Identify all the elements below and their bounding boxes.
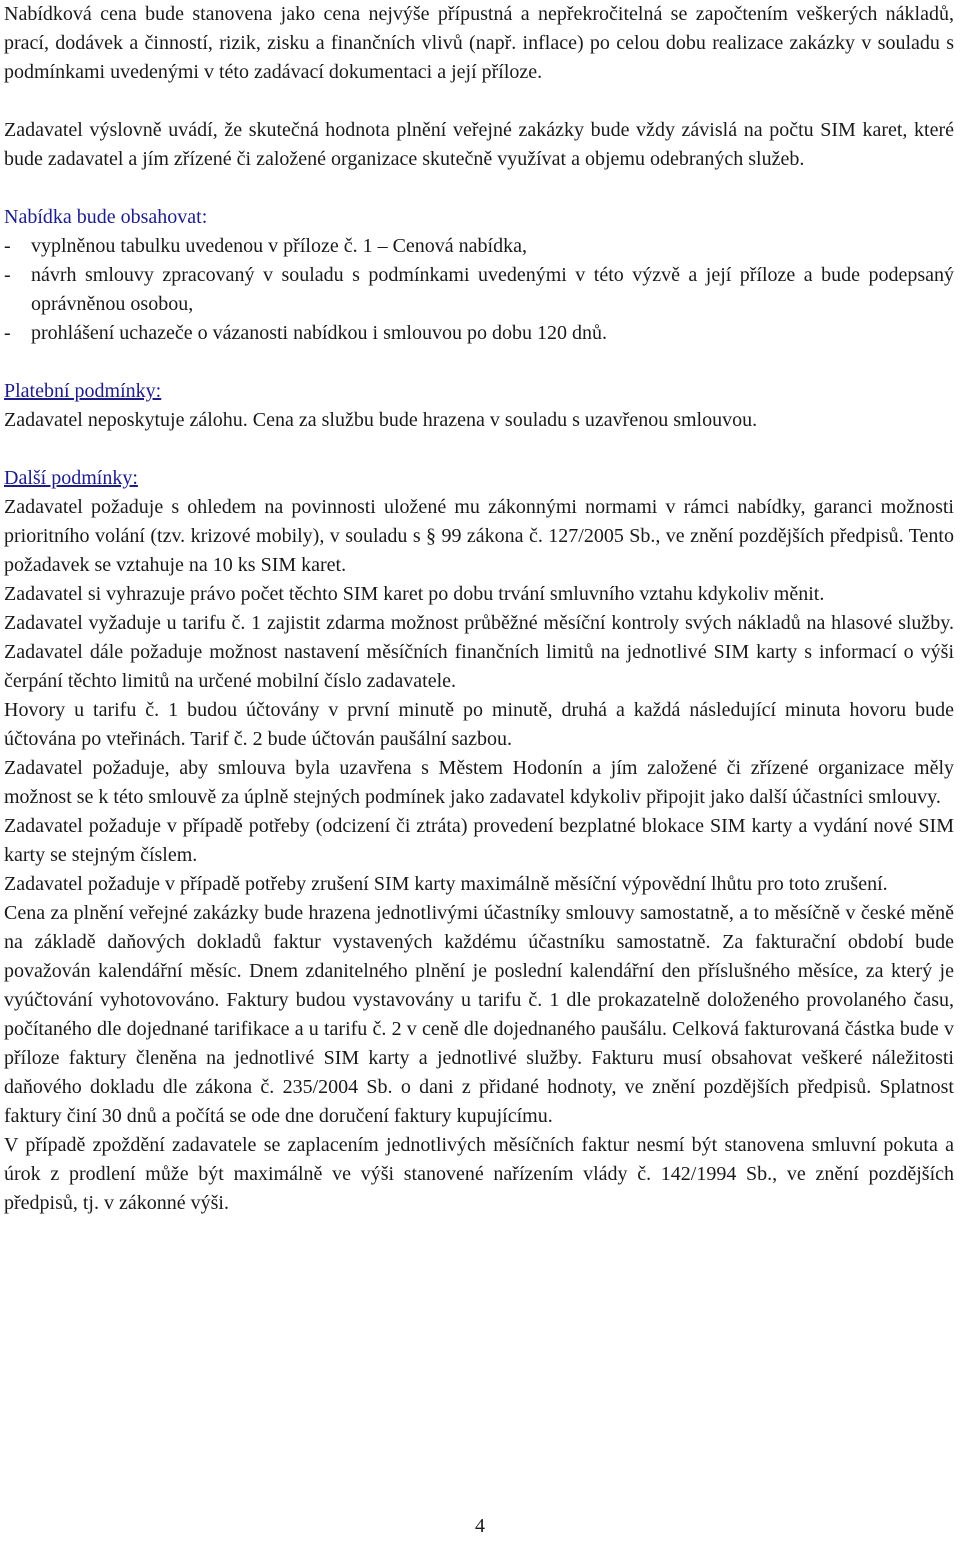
condition-paragraph: Zadavatel požaduje v případě potřeby zrušení SIM karty maximálně měsíční výpovědní lhůtu pro toto zrušení.	[4, 873, 888, 895]
condition-paragraph: Zadavatel vyžaduje u tarifu č. 1 zajistit zdarma možnost průběžné měsíční kontroly svých nákladů na hlasové služby. Zadavatel dále požaduje možnost nastavení měsíčních finančních limitů na jednotlivé SIM karty s informací o výši čerpání těchto limitů na určené mobilní číslo zadavatele.	[4, 612, 954, 692]
condition-paragraph: Hovory u tarifu č. 1 budou účtovány v první minutě po minutě, druhá a každá následující minuta hovoru bude účtována po vteřinách. Tarif č. 2 bude účtován paušální sazbou.	[4, 699, 954, 750]
spacer	[4, 348, 954, 377]
other-conditions-heading: Další podmínky:	[4, 467, 138, 489]
intro-paragraph-value: Zadavatel výslovně uvádí, že skutečná hodnota plnění veřejné zakázky bude vždy závislá na počtu SIM karet, které bude zadavatel a jím zřízené či založené organizace skutečně využívat a objemu odebraných služeb.	[4, 119, 954, 170]
intro-paragraph-price: Nabídková cena bude stanovena jako cena nejvýše přípustná a nepřekročitelná se započtením veškerých nákladů, prací, dodávek a činností, rizik, zisku a finančních vlivů (např. inflace) po celou dobu realizace zakázky v souladu s podmínkami uvedenými v této zadávací dokumentaci a její příloze.	[4, 3, 954, 83]
payment-heading: Platební podmínky:	[4, 380, 162, 402]
list-item: - návrh smlouvy zpracovaný v souladu s podmínkami uvedenými v této výzvě a její příloze a bude podepsaný oprávněnou osobou,	[4, 264, 954, 315]
document-page	[4, 0, 954, 1218]
spacer	[4, 435, 954, 464]
spacer	[4, 87, 954, 116]
offer-list	[4, 232, 954, 348]
condition-paragraph: Zadavatel si vyhrazuje právo počet těchto SIM karet po dobu trvání smluvního vztahu kdykoliv měnit.	[4, 583, 825, 605]
list-item: - vyplněnou tabulku uvedenou v příloze č. 1 – Cenová nabídka,	[4, 235, 527, 257]
condition-paragraph: Zadavatel požaduje, aby smlouva byla uzavřena s Městem Hodonín a jím založené či zřízené organizace měly možnost se k této smlouvě za úplně stejných podmínek jako zadavatel kdykoliv připojit jako další účastníci smlouvy.	[4, 757, 954, 808]
list-item: - prohlášení uchazeče o vázanosti nabídkou i smlouvou po dobu 120 dnů.	[4, 322, 607, 344]
offer-heading: Nabídka bude obsahovat:	[4, 206, 208, 228]
payment-text: Zadavatel neposkytuje zálohu. Cena za službu bude hrazena v souladu s uzavřenou smlouvou.	[4, 409, 758, 431]
condition-paragraph: Cena za plnění veřejné zakázky bude hrazena jednotlivými účastníky smlouvy samostatně, a to měsíčně v české měně na základě daňových dokladů faktur vystavených každému účastníku samostatně. Za fakturační období bude považován kalendářní měsíc. Dnem zdanitelného plnění je poslední kalendářní den příslušného měsíce, za který je vyúčtování vyhotovováno. Faktury budou vystavovány u tarifu č. 1 dle prokazatelně doloženého provolaného času, počítaného dle dojednané tarifikace a u tarifu č. 2 v ceně dle dojednaného paušálu. Celková fakturovaná částka bude v příloze faktury členěna na jednotlivé SIM karty a jednotlivé služby. Fakturu musí obsahovat veškeré náležitosti daňového dokladu dle zákona č. 235/2004 Sb. o dani z přidané hodnoty, ve znění pozdějších předpisů. Splatnost faktury činí 30 dnů a počítá se ode dne doručení faktury kupujícímu.	[4, 902, 954, 1127]
spacer	[4, 174, 954, 203]
condition-paragraph: Zadavatel požaduje v případě potřeby (odcizení či ztráta) provedení bezplatné blokace SIM karty a vydání nové SIM karty se stejným číslem.	[4, 815, 954, 866]
condition-paragraph: Zadavatel požaduje s ohledem na povinnosti uložené mu zákonnými normami v rámci nabídky, garanci možnosti prioritního volání (tzv. krizové mobily), v souladu s § 99 zákona č. 127/2005 Sb., ve znění pozdějších předpisů. Tento požadavek se vztahuje na 10 ks SIM karet.	[4, 496, 954, 576]
condition-paragraph: V případě zpoždění zadavatele se zaplacením jednotlivých měsíčních faktur nesmí být stanovena smluvní pokuta a úrok z prodlení může být maximálně ve výši stanovené nařízením vlády č. 142/1994 Sb., ve znění pozdějších předpisů, tj. v zákonné výši.	[4, 1134, 954, 1214]
page-number: 4	[475, 1515, 485, 1537]
